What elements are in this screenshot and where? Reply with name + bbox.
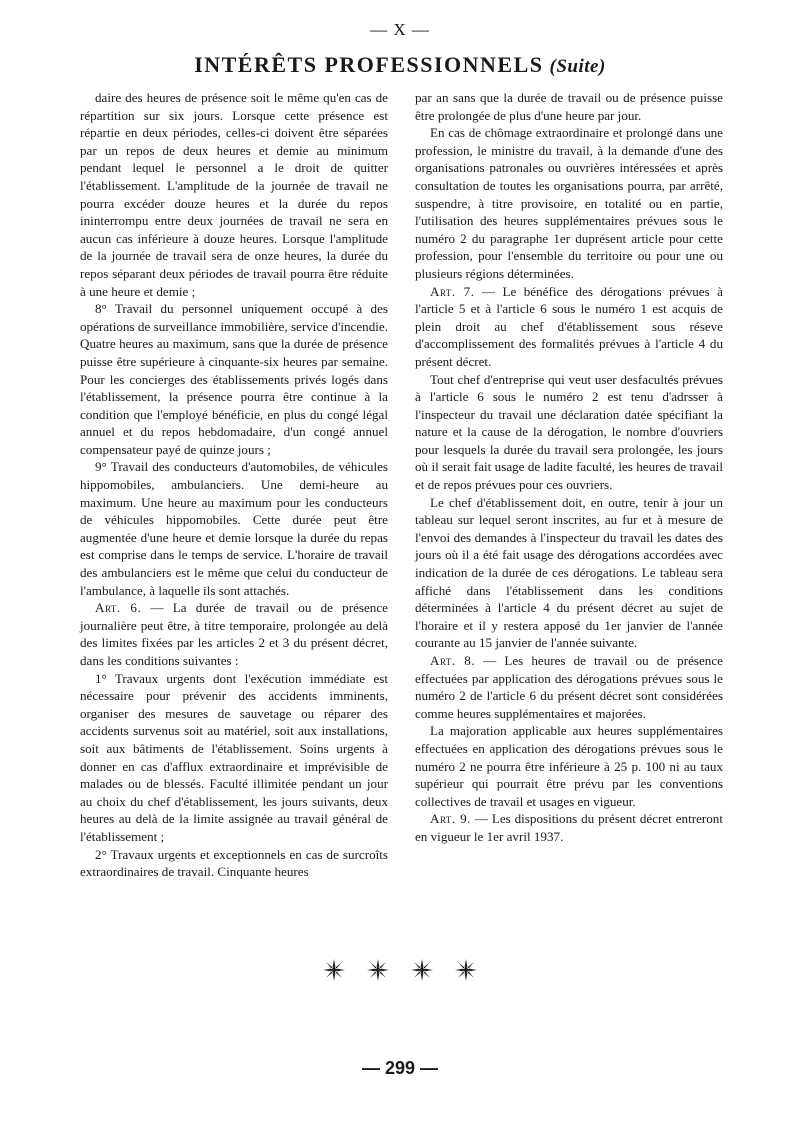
page-number: — 299 — <box>361 1058 439 1078</box>
paragraph-text: — Le bénéfice des dérogations prévues à l'article 5 et à l'article 6 sous le numéro 1 est acquis de plein droit au chef d'établissement sous réseve d'accomplissement des formalités prévues à l'article 4 du présent décret. <box>415 283 723 369</box>
article-label: Art. 6. <box>95 600 142 616</box>
paragraph-text: La majoration applicable aux heures supplémentaires effectuées en application des dérogations prévues sous le numéro 2 ne pourra être inférieure à 25 p. 100 ni au taux supérieur qui pourrait être prévu par les conventions collectives de travail et usages en vigueur. <box>415 723 723 809</box>
paragraph-text: Le chef d'établissement doit, en outre, tenir à jour un tableau sur lequel seront inscrites, au fur et à mesure de l'envoi des demandes à l'inspecteur du travail les dates des jours où il a été fait usage des dérogations accordées avec indication de la durée de ces dérogations. Le tableau sera affiché dans l'établissement dans les conditions déterminées à l'article 4 du présent décret au sujet de l'horaire et il y restera apposé du 1er janvier de l'année courante au 15 janvier de l'année suivante. <box>415 494 723 651</box>
paragraph-text: par an sans que la durée de travail ou de présence puisse être prolongée de plus d'une heure par jour. <box>415 90 723 123</box>
paragraph <box>415 371 723 494</box>
paragraph <box>415 810 723 845</box>
paragraph <box>415 283 723 371</box>
paragraph-text: Tout chef d'entreprise qui veut user desfacultés prévues à l'article 6 sous le numéro 2 est tenu d'adrsser à l'inspecteur du travail une déclaration datée spécifiant la nature et la cause de la dérogation, le nombre d'ouvriers pour lesquels la durée du travail sera prolongée, les jours où il serait fait usage de ladite faculté, les heures de travail et de repos prévues pour ces ouvriers. <box>415 371 723 493</box>
page-title <box>0 52 800 78</box>
paragraph-text: 9° Travail des conducteurs d'automobiles, de véhicules hippomobiles, ambulanciers. Une demi-heure au maximum. Une heure au maximum pour les conducteurs de véhicules hippomobiles. Cette durée peut être augmentée d'une heure et demie lorsque la durée du repas est comprise dans le temps de service. L'horaire de travail des ambulanciers est le même que celui du conducteur de l'ambulance, à laquelle ils sont attachés. <box>80 459 388 598</box>
paragraph-text: daire des heures de présence soit le même qu'en cas de répartition sur six jours. Lorsque cette présence est répartie en deux périodes, celles-ci doivent être séparées par un repos de deux heures et demie au minimum pendant lequel le personnel a le droit de quitter l'établissement. L'amplitude de la journée de travail ne pourra excéder douze heures et la durée du repos ininterrompu entre deux journées de travail ne sera en aucun cas inférieure à douze heures. Lorsque l'amplitude de la journée de travail sera de onze heures, la durée du repos séparant deux périodes de travail pourra être réduite à une heure et demie ; <box>80 90 388 299</box>
right-text-column <box>415 89 723 846</box>
left-text-column <box>80 89 388 881</box>
paragraph-text: — Les heures de travail ou de présence effectuées par application des dérogations prévues sous le numéro 2 de l'article 6 du présent décret sont considérées comme heures supplémentaires et majorées. <box>415 653 723 721</box>
paragraph-text: — Les dispositions du présent décret entreront en vigueur le 1er avril 1937. <box>415 811 723 844</box>
paragraph <box>80 300 388 458</box>
paragraph <box>80 846 388 881</box>
title-suffix: (Suite) <box>549 56 606 77</box>
paragraph-text: 1° Travaux urgents dont l'exécution immédiate est nécessaire pour prévenir des accidents imminents, organiser des mesures de sauvetage ou réparer des accidents survenus soit au matériel, soit aux installations, soit aux bâtiments de l'établissement. Soins urgents à donner en cas d'afflux extraordinaire et imprévisible de malades ou de blessés. Faculté illimitée pendant un jour au choix du chef d'établissement, les jours suivants, deux heures au delà de la limite assignée au travail général de l'établissement ; <box>80 670 388 844</box>
asterism-flower-icon <box>410 958 434 986</box>
paragraph-text: 8° Travail du personnel uniquement occupé à des opérations de surveillance immobilière, service d'incendie. Quatre heures au maximum, sans que la durée de présence puisse être supérieure à cinquante-six heures par semaine. Pour les concierges des établissements privés logés dans l'établissement, la présence pourra être continue à la condition que l'employé bénéficie, en plus du congé légal annuel et du repos hebdomadaire, d'un congé annuel compensateur payé de quinze jours ; <box>80 301 388 457</box>
paragraph <box>80 458 388 599</box>
paragraph <box>415 722 723 810</box>
paragraph <box>415 89 723 124</box>
paragraph <box>415 494 723 652</box>
article-label: Art. 9. <box>430 811 471 827</box>
asterism-flower-icon <box>366 958 390 986</box>
paragraph <box>415 124 723 282</box>
article-label: Art. 7. <box>430 283 475 299</box>
paragraph <box>415 652 723 722</box>
article-label: Art. 8. <box>430 653 476 668</box>
paragraph-text: En cas de chômage extraordinaire et prolongé dans une profession, le ministre du travail, à la demande d'une des organisations patronales ou ouvrières intéressées et après consultation de toutes les organisations pourra, par arrêté, suspendre, à titre provisoire, en totalité ou en partie, l'utilisation des heures supplémentaires prévues sous le numéro 2 du paragraphe 1er duprésent article pour cette profession, pour l'ensemble du territoire ou pour une ou plusieurs régions déterminées. <box>415 125 723 281</box>
paragraph <box>80 670 388 846</box>
paragraph <box>80 599 388 669</box>
asterism-flower-icon <box>322 958 346 986</box>
paragraph-text: 2° Travaux urgents et exceptionnels en cas de surcroîts extraordinaires de travail. Cinquante heures <box>80 846 388 880</box>
ornament-row <box>0 958 800 986</box>
asterism-flower-icon <box>454 958 478 986</box>
title-text: INTÉRÊTS PROFESSIONNELS <box>194 52 544 77</box>
paragraph <box>80 89 388 300</box>
page-section-numeral: — X — <box>370 20 430 39</box>
paragraph-text: — La durée de travail ou de présence journalière peut être, à titre temporaire, prolongée au delà des limites fixées par les articles 2 et 3 du présent décret, dans les conditions suivantes : <box>80 600 388 668</box>
